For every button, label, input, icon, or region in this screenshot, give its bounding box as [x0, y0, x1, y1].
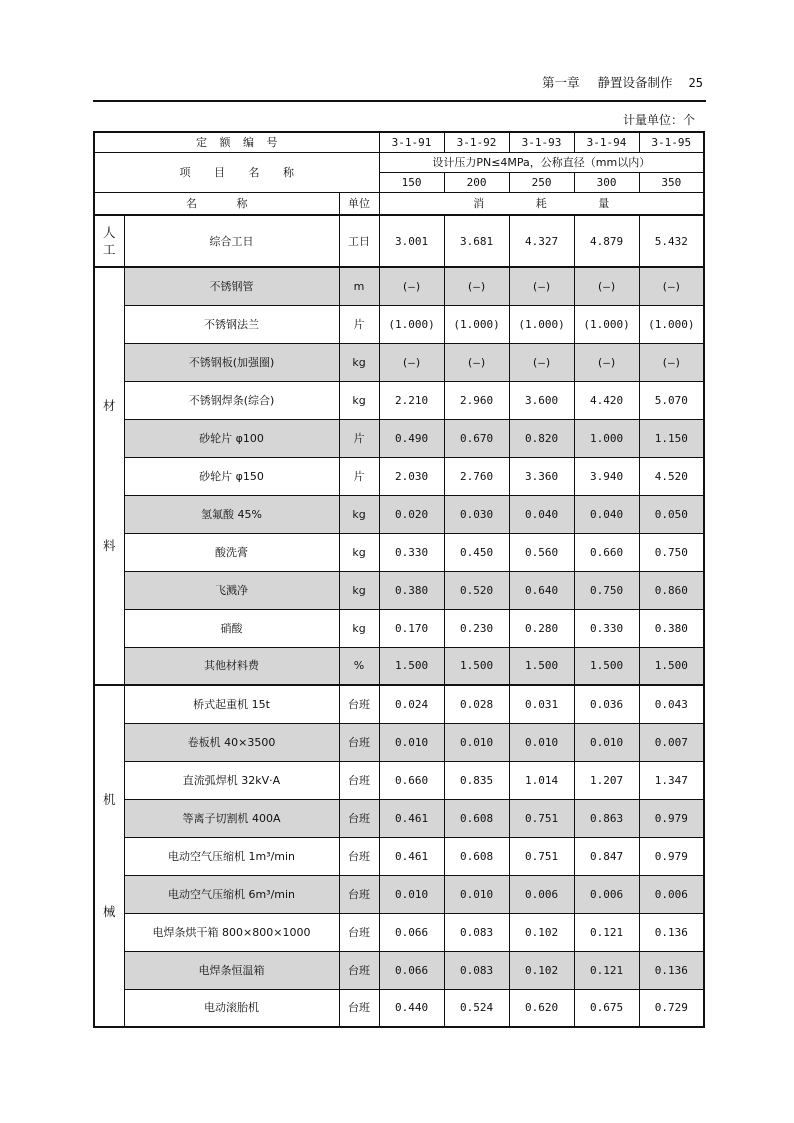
item-unit: 台班 [339, 799, 379, 837]
table-row [94, 343, 704, 381]
item-name: 酸洗膏 [124, 533, 339, 571]
value-cell: 0.030 [444, 495, 509, 533]
category-cell-labor [94, 215, 124, 267]
value-cell: 0.330 [379, 533, 444, 571]
value-cell: 3.681 [444, 215, 509, 267]
value-cell: 0.043 [639, 685, 704, 723]
value-cell: (—) [574, 343, 639, 381]
category-char: 机 [102, 792, 116, 807]
value-cell: 0.750 [574, 571, 639, 609]
item-name: 砂轮片 φ100 [124, 419, 339, 457]
category-char: 工 [102, 241, 116, 257]
item-name: 桥式起重机 15t [124, 685, 339, 723]
value-cell: (—) [444, 267, 509, 305]
name-column-header: 名 称 [94, 192, 339, 215]
value-cell: 0.820 [509, 419, 574, 457]
item-name: 氢氟酸 45% [124, 495, 339, 533]
item-name: 电焊条恒温箱 [124, 951, 339, 989]
value-cell: 0.083 [444, 951, 509, 989]
quota-table [93, 131, 705, 1028]
table-row [94, 215, 704, 267]
item-unit: 台班 [339, 837, 379, 875]
item-name: 砂轮片 φ150 [124, 457, 339, 495]
item-unit: % [339, 647, 379, 685]
value-cell: (—) [379, 267, 444, 305]
value-cell: (—) [639, 343, 704, 381]
value-cell: 0.040 [509, 495, 574, 533]
item-unit: 台班 [339, 913, 379, 951]
unit-note: 计量单位：个 [622, 113, 695, 127]
quota-code: 3-1-95 [639, 132, 704, 152]
value-cell: 0.461 [379, 799, 444, 837]
value-cell: 0.036 [574, 685, 639, 723]
quota-code: 3-1-91 [379, 132, 444, 152]
value-cell: 0.024 [379, 685, 444, 723]
item-unit: 台班 [339, 761, 379, 799]
value-cell: (—) [379, 343, 444, 381]
item-unit: 台班 [339, 723, 379, 761]
item-name: 其他材料费 [124, 647, 339, 685]
value-cell: 0.170 [379, 609, 444, 647]
table-row [94, 533, 704, 571]
value-cell: 0.860 [639, 571, 704, 609]
item-name: 卷板机 40×3500 [124, 723, 339, 761]
value-cell: 0.050 [639, 495, 704, 533]
value-cell: 3.360 [509, 457, 574, 495]
item-unit: 台班 [339, 989, 379, 1027]
item-name: 电动空气压缩机 6m³/min [124, 875, 339, 913]
value-cell: 3.600 [509, 381, 574, 419]
item-unit: kg [339, 571, 379, 609]
value-cell: 4.327 [509, 215, 574, 267]
value-cell: 0.490 [379, 419, 444, 457]
spec-title: 设计压力PN≤4MPa，公称直径（mm以内） [379, 152, 704, 172]
category-label [95, 793, 124, 919]
value-cell: 0.066 [379, 913, 444, 951]
value-cell: (—) [574, 267, 639, 305]
value-cell: (—) [444, 343, 509, 381]
column-header-row [94, 192, 704, 215]
value-cell: 0.380 [639, 609, 704, 647]
value-cell: 0.280 [509, 609, 574, 647]
table-row [94, 571, 704, 609]
item-name: 硝酸 [124, 609, 339, 647]
item-unit: 片 [339, 305, 379, 343]
diameter-value: 300 [574, 172, 639, 192]
value-cell: (—) [509, 267, 574, 305]
table-row [94, 305, 704, 343]
section-title: 静置设备制作 [597, 75, 673, 90]
category-cell-material [94, 267, 124, 685]
quota-code: 3-1-94 [574, 132, 639, 152]
value-cell: (1.000) [379, 305, 444, 343]
project-name-label: 项 目 名 称 [94, 152, 379, 192]
item-unit: kg [339, 381, 379, 419]
value-cell: 0.751 [509, 799, 574, 837]
item-name: 电动空气压缩机 1m³/min [124, 837, 339, 875]
value-cell: 0.750 [639, 533, 704, 571]
value-cell: 0.010 [379, 723, 444, 761]
value-cell: 0.461 [379, 837, 444, 875]
value-cell: (1.000) [574, 305, 639, 343]
value-cell: 0.102 [509, 951, 574, 989]
item-unit: kg [339, 495, 379, 533]
value-cell: 2.210 [379, 381, 444, 419]
value-cell: 0.010 [444, 875, 509, 913]
value-cell: 0.560 [509, 533, 574, 571]
table-row [94, 913, 704, 951]
value-cell: 0.007 [639, 723, 704, 761]
item-unit: 台班 [339, 951, 379, 989]
category-cell-machine [94, 685, 124, 1027]
value-cell: (1.000) [639, 305, 704, 343]
value-cell: 0.620 [509, 989, 574, 1027]
value-cell: 0.640 [509, 571, 574, 609]
value-cell: 0.006 [639, 875, 704, 913]
value-cell: 1.500 [379, 647, 444, 685]
value-cell: 0.520 [444, 571, 509, 609]
value-cell: 0.040 [574, 495, 639, 533]
value-cell: 1.207 [574, 761, 639, 799]
item-unit: 片 [339, 457, 379, 495]
diameter-value: 250 [509, 172, 574, 192]
value-cell: 0.979 [639, 799, 704, 837]
value-cell: 0.121 [574, 951, 639, 989]
item-unit: kg [339, 533, 379, 571]
category-label [95, 399, 124, 553]
chapter-label: 第一章 [542, 75, 580, 90]
header-rule [93, 100, 706, 102]
value-cell: 0.010 [509, 723, 574, 761]
value-cell: 0.660 [574, 533, 639, 571]
value-cell: (1.000) [444, 305, 509, 343]
value-cell: 0.450 [444, 533, 509, 571]
running-header [542, 75, 703, 91]
value-cell: 0.524 [444, 989, 509, 1027]
value-cell: 1.150 [639, 419, 704, 457]
table-row [94, 495, 704, 533]
value-cell: 3.940 [574, 457, 639, 495]
value-cell: 1.500 [444, 647, 509, 685]
value-cell: 0.010 [379, 875, 444, 913]
value-cell: 1.500 [574, 647, 639, 685]
table-row [94, 267, 704, 305]
value-cell: 0.121 [574, 913, 639, 951]
value-cell: 0.006 [574, 875, 639, 913]
value-cell: 0.847 [574, 837, 639, 875]
consumption-header: 消 耗 量 [379, 192, 704, 215]
item-name: 飞溅净 [124, 571, 339, 609]
category-label [95, 226, 124, 257]
table-row [94, 419, 704, 457]
diameter-value: 200 [444, 172, 509, 192]
category-char: 材 [102, 398, 116, 413]
item-name: 直流弧焊机 32kV·A [124, 761, 339, 799]
page-number: 25 [688, 76, 703, 90]
table-row [94, 799, 704, 837]
value-cell: 0.136 [639, 913, 704, 951]
value-cell: (1.000) [509, 305, 574, 343]
table-row [94, 647, 704, 685]
value-cell: 3.001 [379, 215, 444, 267]
value-cell: 4.520 [639, 457, 704, 495]
table-row [94, 609, 704, 647]
spec-row [94, 152, 704, 172]
value-cell: 0.380 [379, 571, 444, 609]
value-cell: 0.083 [444, 913, 509, 951]
table-row [94, 381, 704, 419]
item-unit: kg [339, 609, 379, 647]
value-cell: 0.751 [509, 837, 574, 875]
item-unit: 台班 [339, 685, 379, 723]
value-cell: 0.102 [509, 913, 574, 951]
value-cell: 0.863 [574, 799, 639, 837]
table-row [94, 837, 704, 875]
quota-code-label: 定 额 编 号 [94, 132, 379, 152]
value-cell: (—) [639, 267, 704, 305]
value-cell: 0.010 [444, 723, 509, 761]
item-unit: 工日 [339, 215, 379, 267]
value-cell: 0.675 [574, 989, 639, 1027]
value-cell: 0.670 [444, 419, 509, 457]
table-row [94, 875, 704, 913]
table-row [94, 457, 704, 495]
table-row [94, 761, 704, 799]
value-cell: 0.006 [509, 875, 574, 913]
value-cell: 0.020 [379, 495, 444, 533]
value-cell: 0.136 [639, 951, 704, 989]
category-char: 料 [102, 538, 116, 553]
value-cell: (—) [509, 343, 574, 381]
item-name: 不锈钢管 [124, 267, 339, 305]
value-cell: 2.030 [379, 457, 444, 495]
value-cell: 5.070 [639, 381, 704, 419]
unit-column-header: 单位 [339, 192, 379, 215]
value-cell: 0.729 [639, 989, 704, 1027]
item-name: 电焊条烘干箱 800×800×1000 [124, 913, 339, 951]
value-cell: 0.835 [444, 761, 509, 799]
value-cell: 4.420 [574, 381, 639, 419]
table-row [94, 685, 704, 723]
item-name: 电动滚胎机 [124, 989, 339, 1027]
category-char: 人 [102, 224, 116, 240]
value-cell: 0.608 [444, 837, 509, 875]
item-unit: 片 [339, 419, 379, 457]
item-unit: kg [339, 343, 379, 381]
value-cell: 1.347 [639, 761, 704, 799]
table-row [94, 989, 704, 1027]
diameter-value: 150 [379, 172, 444, 192]
item-unit: m [339, 267, 379, 305]
item-unit: 台班 [339, 875, 379, 913]
value-cell: 0.660 [379, 761, 444, 799]
table-row [94, 951, 704, 989]
value-cell: 0.608 [444, 799, 509, 837]
item-name: 不锈钢板(加强圈) [124, 343, 339, 381]
value-cell: 5.432 [639, 215, 704, 267]
value-cell: 1.500 [509, 647, 574, 685]
diameter-value: 350 [639, 172, 704, 192]
quota-code: 3-1-93 [509, 132, 574, 152]
item-name: 不锈钢焊条(综合) [124, 381, 339, 419]
table-row [94, 723, 704, 761]
value-cell: 0.230 [444, 609, 509, 647]
quota-code: 3-1-92 [444, 132, 509, 152]
item-name: 不锈钢法兰 [124, 305, 339, 343]
value-cell: 0.028 [444, 685, 509, 723]
value-cell: 2.760 [444, 457, 509, 495]
value-cell: 1.000 [574, 419, 639, 457]
value-cell: 0.010 [574, 723, 639, 761]
value-cell: 1.500 [639, 647, 704, 685]
value-cell: 1.014 [509, 761, 574, 799]
value-cell: 0.440 [379, 989, 444, 1027]
quota-code-row [94, 132, 704, 152]
value-cell: 2.960 [444, 381, 509, 419]
category-char: 械 [102, 904, 116, 919]
value-cell: 0.979 [639, 837, 704, 875]
value-cell: 0.031 [509, 685, 574, 723]
item-name: 综合工日 [124, 215, 339, 267]
item-name: 等离子切割机 400A [124, 799, 339, 837]
value-cell: 0.330 [574, 609, 639, 647]
value-cell: 0.066 [379, 951, 444, 989]
value-cell: 4.879 [574, 215, 639, 267]
